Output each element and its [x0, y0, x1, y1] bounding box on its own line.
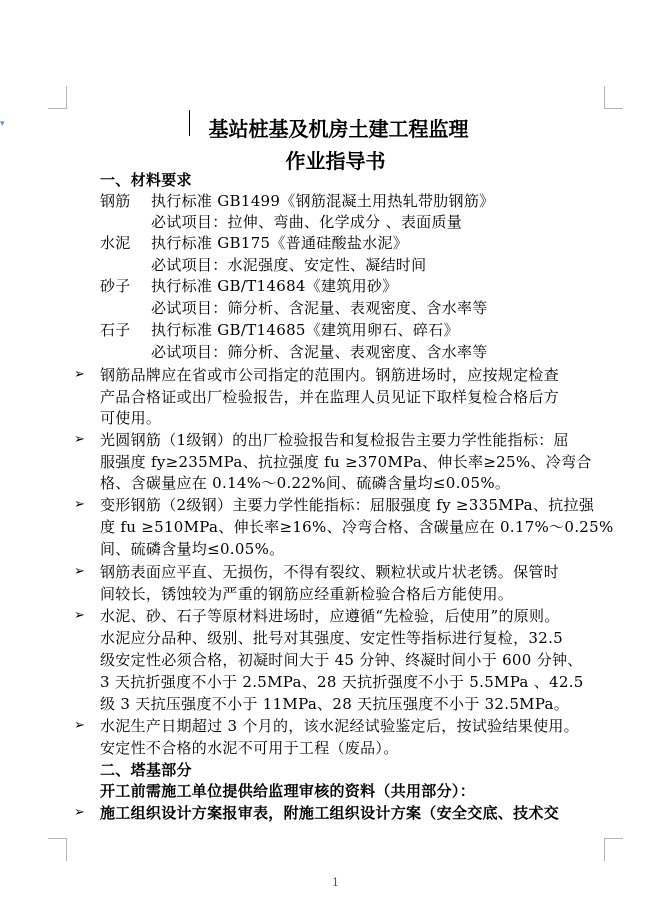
material-name: 石子: [100, 321, 131, 339]
material-name: 砂子: [100, 277, 131, 295]
paragraph-line: 施工组织设计方案报审表，附施工组织设计方案（安全交底、技术交: [100, 804, 560, 822]
material-standard: 执行标准 GB1499《钢筋混凝土用热轧带肋钢筋》: [151, 192, 495, 210]
crop-mark-top-left: [48, 86, 67, 109]
crop-mark-bottom-right: [604, 838, 623, 861]
paragraph-line: 钢筋表面应平直、无损伤，不得有裂纹、颗粒状或片状老锈。保管时: [100, 563, 560, 581]
document-title: 基站桩基及机房土建工程监理: [208, 117, 469, 141]
paragraph-marker-icon[interactable]: ▾: [0, 119, 5, 129]
paragraph-line: 水泥生产日期超过 3 个月的，该水泥经试验鉴定后，按试验结果使用。: [100, 717, 579, 735]
material-tests: 必试项目：筛分析、含泥量、表观密度、含水率等: [151, 343, 488, 361]
paragraph-line: 变形钢筋（2级钢）主要力学性能指标：屈服强度 fy ≥335MPa、抗拉强: [100, 496, 595, 514]
material-standard: 执行标准 GB/T14685《建筑用卵石、碎石》: [151, 321, 459, 339]
section2-subheading: 开工前需施工单位提供给监理审核的资料（共用部分）：: [100, 782, 476, 800]
paragraph-line: 级 3 天抗压强度不小于 11MPa、28 天抗压强度不小于 32.5MPa。: [100, 695, 570, 713]
page-number: 1: [332, 876, 339, 889]
bullet-arrow-icon: ➢: [74, 608, 85, 623]
paragraph-line: 间较长，锈蚀较为严重的钢筋应经重新检验合格后方能使用。: [100, 585, 514, 603]
material-tests: 必试项目：拉伸、弯曲、化学成分 、表面质量: [151, 213, 463, 231]
paragraph-line: 服强度 fy≥235MPa、抗拉强度 fu ≥370MPa、伸长率≥25%、冷弯合: [100, 453, 592, 471]
material-name: 水泥: [100, 234, 131, 252]
section2-heading: 二、塔基部分: [100, 761, 192, 779]
crop-mark-bottom-left: [48, 838, 67, 861]
paragraph-line: 光圆钢筋（1级钢）的出厂检验报告和复检报告主要力学性能指标：屈: [100, 431, 569, 449]
bullet-arrow-icon: ➢: [74, 497, 85, 512]
bullet-arrow-icon: ➢: [74, 805, 85, 820]
paragraph-line: 产品合格证或出厂检验报告，并在监理人员见证下取样复检合格后方: [100, 388, 560, 406]
bullet-arrow-icon: ➢: [74, 432, 85, 447]
bullet-arrow-icon: ➢: [74, 367, 85, 382]
paragraph-line: 间、硫磷含量均≤0.05%。: [100, 540, 285, 558]
section1-heading: 一、材料要求: [100, 171, 192, 189]
paragraph-line: 可使用。: [100, 409, 162, 427]
paragraph-line: 级安定性必须合格，初凝时间大于 45 分钟、终凝时间小于 600 分钟、: [100, 651, 583, 669]
material-standard: 执行标准 GB175《普通硅酸盐水泥》: [151, 234, 409, 252]
bullet-arrow-icon: ➢: [74, 718, 85, 733]
paragraph-line: 度 fu ≥510MPa、伸长率≥16%、冷弯合格、含碳量应在 0.17%～0.25%: [100, 518, 614, 536]
crop-mark-top-right: [604, 86, 623, 109]
material-tests: 必试项目：水泥强度、安定性、凝结时间: [151, 256, 427, 274]
paragraph-line: 水泥应分品种、级别、批号对其强度、安定性等指标进行复检，32.5: [100, 629, 564, 647]
paragraph-line: 安定性不合格的水泥不可用于工程（废品）。: [100, 739, 399, 757]
bullet-arrow-icon: ➢: [74, 564, 85, 579]
material-tests: 必试项目：筛分析、含泥量、表观密度、含水率等: [151, 299, 488, 317]
material-name: 钢筋: [100, 192, 131, 210]
material-standard: 执行标准 GB/T14684《建筑用砂》: [151, 277, 398, 295]
paragraph-line: 格、含碳量应在 0.14%～0.22%间、硫磷含量均≤0.05%。: [100, 474, 511, 492]
document-subtitle: 作业指导书: [285, 149, 386, 173]
paragraph-line: 钢筋品牌应在省或市公司指定的范围内。钢筋进场时，应按规定检查: [100, 366, 560, 384]
paragraph-line: 水泥、砂、石子等原材料进场时，应遵循“先检验，后使用”的原则。: [100, 607, 560, 625]
paragraph-line: 3 天抗折强度不小于 2.5MPa、28 天抗折强度不小于 5.5MPa 、42.5: [100, 673, 584, 691]
